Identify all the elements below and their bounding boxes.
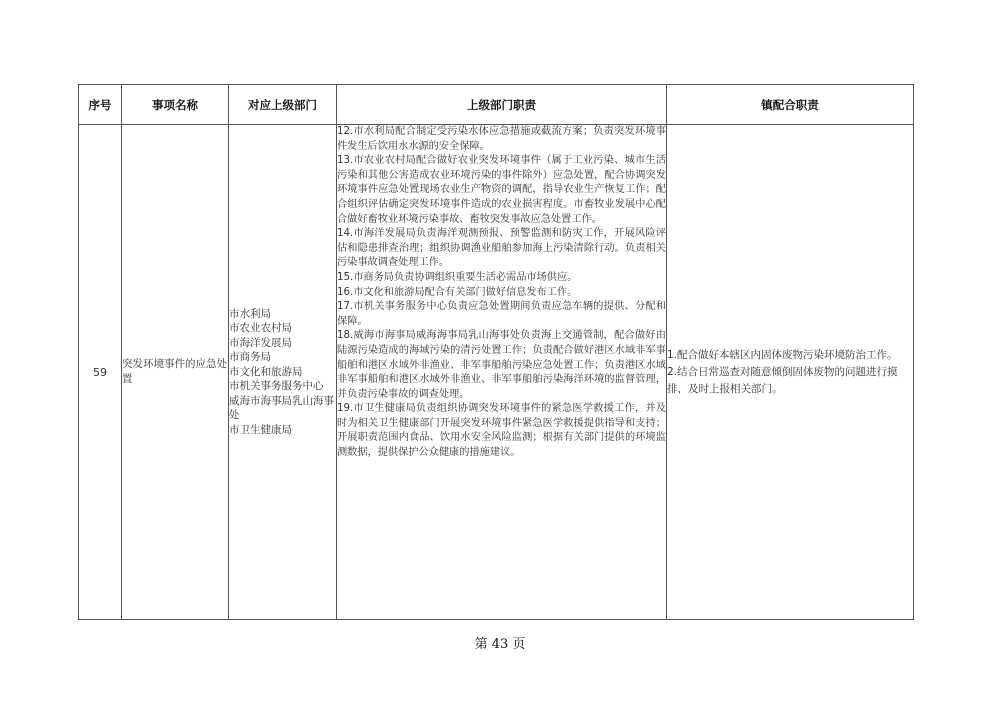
department-list — [229, 125, 337, 620]
table-header-row — [79, 85, 914, 125]
duty-item: 12.市水利局配合制定受污染水体应急措施或截流方案；负责突发环境事件发生后饮用水水源的安全保障。 — [337, 126, 666, 152]
department-item: 市海洋发展局 — [229, 336, 292, 349]
department-item: 市农业农村局 — [229, 322, 292, 335]
department-item: 威海市海事局乳山海事处 — [229, 394, 334, 422]
header-item-name: 事项名称 — [122, 85, 229, 125]
page-number: 第 43 页 — [474, 637, 526, 652]
town-duty-item: 1.配合做好本辖区内固体废物污染环境防治工作。 — [667, 348, 898, 361]
department-item: 市商务局 — [229, 351, 271, 364]
table-row — [79, 125, 914, 620]
header-town-duties: 镇配合职责 — [667, 85, 914, 125]
duties-list — [337, 125, 667, 620]
department-item: 市机关事务服务中心 — [229, 380, 324, 393]
department-item: 市卫生健康局 — [229, 423, 292, 436]
header-duties: 上级部门职责 — [337, 85, 667, 125]
department-item: 市文化和旅游局 — [229, 365, 303, 378]
row-number: 59 — [79, 125, 122, 620]
responsibility-table — [78, 84, 914, 620]
town-duties-list — [667, 125, 914, 620]
duty-item: 19.市卫生健康局负责组织协调突发环境事件的紧急医学救援工作，并及时为相关卫生健康部门开展突发环境事件紧急医学救援提供指导和支持；开展职责范围内食品、饮用水安全风险监测；根据有关部门提供的环境监测数据，提供保护公众健康的措施建议。 — [337, 403, 666, 459]
duty-item: 16.市文化和旅游局配合有关部门做好信息发布工作。 — [337, 286, 578, 298]
header-no: 序号 — [79, 85, 122, 125]
duty-item: 13.市农业农村局配合做好农业突发环境事件（属于工业污染、城市生活污染和其他公害造成农业环境污染的事件除外）应急处置，配合协调突发环境事件应急处置现场农业生产物资的调配，指导农业生产恢复工作；配合组织评估确定突发环境事件造成的农业损害程度。市畜牧业发展中心配合做好畜牧业环境污染事故、畜牧突发事故应急处置工作。 — [337, 155, 666, 225]
item-name: 突发环境事件的应急处置 — [122, 125, 229, 620]
department-item: 市水利局 — [229, 307, 271, 320]
duty-item: 14.市海洋发展局负责海洋观测预报、预警监测和防灾工作，开展风险评估和隐患排查治理；组织协调渔业船舶参加海上污染清除行动。负责相关污染事故调查处理工作。 — [337, 228, 666, 269]
duty-item: 17.市机关事务服务中心负责应急处置期间负责应急车辆的提供、分配和保障。 — [337, 301, 666, 327]
header-department: 对应上级部门 — [229, 85, 337, 125]
town-duty-item: 2.结合日常巡查对随意倾倒固体废物的问题进行摸排，及时上报相关部门。 — [667, 365, 898, 395]
duty-item: 15.市商务局负责协调组织重要生活必需品市场供应。 — [337, 271, 578, 283]
duty-item: 18.威海市海事局威海海事局乳山海事处负责海上交通管制，配合做好由陆源污染造成的海域污染的清污处置工作；负责配合做好港区水域非军事船舶和港区水域外非渔业、非军事船舶污染应急处置工作；负责港区水域非军事船舶和港区水域外非渔业、非军事船舶污染海洋环境的监督管理，并负责污染事故的调查处理。 — [337, 330, 666, 400]
